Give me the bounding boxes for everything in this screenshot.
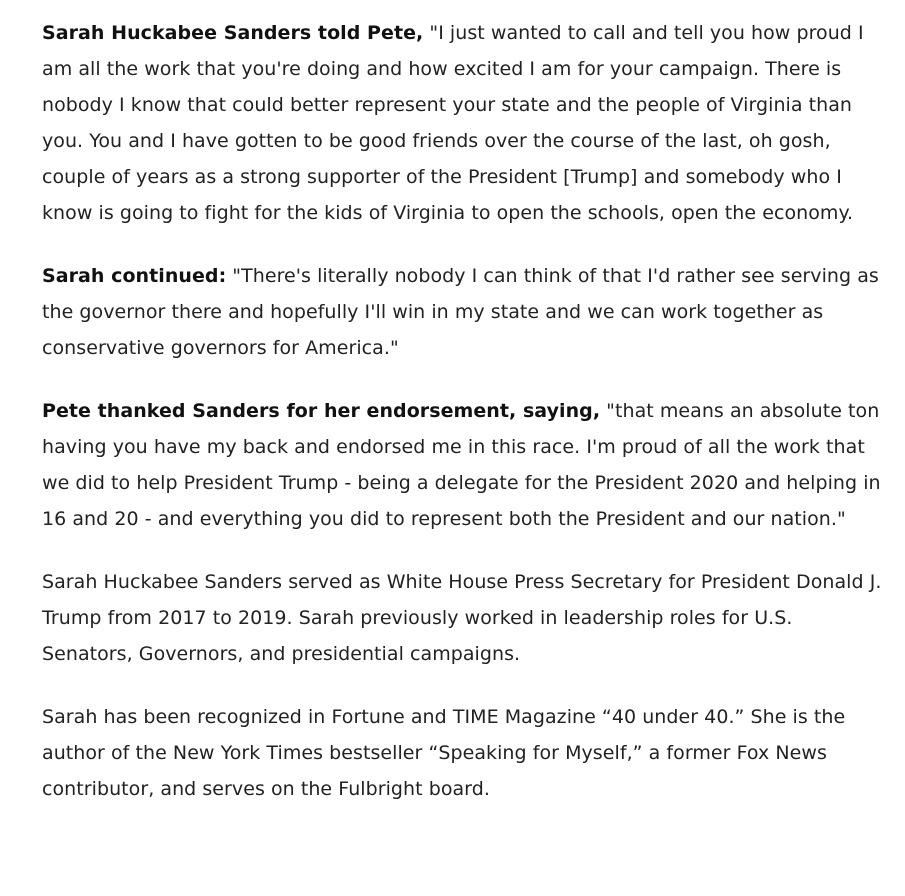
quote-paragraph-3 [42, 393, 882, 537]
bio-paragraph-1 [42, 564, 882, 672]
paragraph-text: "I just wanted to call and tell you how proud I am all the work that you're doing and how excited I am for your campaign. There is nobody I know that could better represent your state and the people of Virginia than you. You and I have gotten to be good friends over the course of the last, oh gosh, couple of years as a strong supporter of the President [Trump] and somebody who I know is going to fight for the kids of Virginia to open the schools, open the economy. [42, 22, 864, 224]
paragraph-text: Sarah has been recognized in Fortune and TIME Magazine “40 under 40.” She is the author of the New York Times bestseller “Speaking for Myself,” a former Fox News contributor, and serves on the Fulbright board. [42, 706, 846, 800]
paragraph-text: Sarah Huckabee Sanders served as White House Press Secretary for President Donald J. Trump from 2017 to 2019. Sarah previously worked in leadership roles for U.S. Senators, Governors, and presidential campaigns. [42, 571, 882, 665]
quote-paragraph-2 [42, 258, 882, 366]
paragraph-lead: Sarah Huckabee Sanders told Pete, [42, 22, 424, 44]
paragraph-lead: Sarah continued: [42, 265, 227, 287]
bio-paragraph-2 [42, 699, 882, 807]
article-body [42, 15, 882, 834]
quote-paragraph-1 [42, 15, 882, 231]
paragraph-text: "that means an absolute ton having you have my back and endorsed me in this race. I'm proud of all the work that we did to help President Trump - being a delegate for the President 2020 and helping in 16 and 20 - and everything you did to represent both the President and our nation." [42, 400, 881, 530]
paragraph-text: "There's literally nobody I can think of that I'd rather see serving as the governor there and hopefully I'll win in my state and we can work together as conservative governors for America." [42, 265, 879, 359]
paragraph-lead: Pete thanked Sanders for her endorsement, saying, [42, 400, 601, 422]
